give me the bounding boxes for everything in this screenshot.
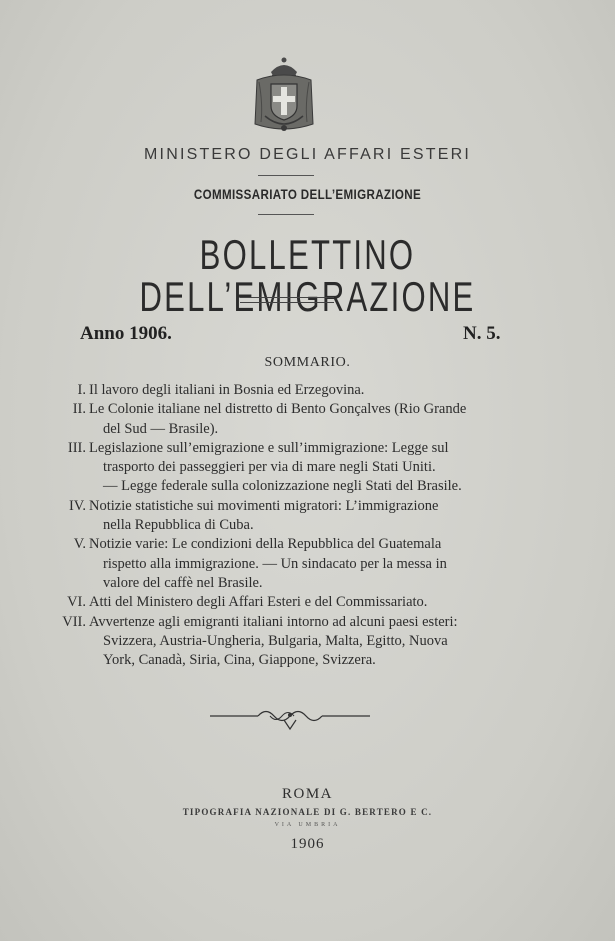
toc-line: Il lavoro degli italiani in Bosnia ed Erzegovina. bbox=[89, 382, 365, 398]
toc-line: trasporto dei passeggieri per via di mare negli Stati Uniti. bbox=[103, 459, 436, 476]
table-of-contents bbox=[56, 381, 526, 670]
toc-item bbox=[56, 439, 526, 497]
divider bbox=[258, 175, 314, 176]
toc-line: rispetto alla immigrazione. — Un sindacato per la messa in bbox=[103, 555, 447, 572]
ornament-divider-icon bbox=[210, 703, 370, 731]
ministry-name: MINISTERO DEGLI AFFARI ESTERI bbox=[144, 146, 471, 163]
toc-item-number: VII. bbox=[62, 613, 86, 630]
imprint-year: 1906 bbox=[290, 836, 325, 852]
coat-of-arms-icon bbox=[251, 54, 317, 136]
toc-item bbox=[56, 613, 526, 671]
toc-item-number: III. bbox=[67, 439, 86, 456]
imprint-city: ROMA bbox=[281, 786, 333, 802]
toc-line: Le Colonie italiane nel distretto di Bento Gonçalves (Rio Grande bbox=[89, 401, 467, 418]
toc-item-number: V. bbox=[73, 536, 86, 553]
toc-item-text bbox=[89, 497, 526, 536]
toc-item-text bbox=[89, 400, 526, 439]
toc-item-number: II. bbox=[72, 401, 86, 418]
toc-item-number: I. bbox=[77, 382, 86, 398]
issue-number: N. 5. bbox=[463, 323, 501, 344]
toc-item-text bbox=[89, 439, 526, 497]
toc-line: Svizzera, Austria-Ungheria, Bulgaria, Malta, Egitto, Nuova bbox=[103, 632, 448, 649]
toc-item bbox=[56, 535, 526, 593]
toc-item-number: IV. bbox=[68, 497, 86, 514]
issue-year: Anno 1906. bbox=[80, 323, 172, 344]
toc-item bbox=[56, 593, 526, 612]
imprint-printer: TIPOGRAFIA NAZIONALE DI G. BERTERO E C. bbox=[182, 807, 433, 817]
toc-line: Notizie statistiche sui movimenti migratori: L’immigrazione bbox=[89, 497, 439, 514]
toc-item bbox=[56, 381, 526, 400]
toc-line: York, Canadà, Siria, Cina, Giappone, Svizzera. bbox=[103, 652, 376, 669]
imprint-street: VIA UMBRIA bbox=[274, 822, 341, 828]
double-divider bbox=[240, 297, 334, 303]
toc-item bbox=[56, 400, 526, 439]
toc-item bbox=[56, 497, 526, 536]
toc-line: — Legge federale sulla colonizzazione negli Stati del Brasile. bbox=[103, 478, 462, 495]
summary-heading: SOMMARIO. bbox=[264, 355, 351, 370]
toc-item-text bbox=[89, 613, 526, 671]
toc-line: nella Repubblica di Cuba. bbox=[103, 517, 254, 534]
divider bbox=[258, 214, 314, 215]
toc-item-text bbox=[89, 593, 526, 612]
commissariato-name: COMMISSARIATO DELL’EMIGRAZIONE bbox=[193, 187, 422, 202]
toc-item-number: VI. bbox=[67, 594, 86, 611]
toc-line: valore del caffè nel Brasile. bbox=[103, 574, 263, 591]
toc-line: Notizie varie: Le condizioni della Repubblica del Guatemala bbox=[89, 536, 442, 553]
toc-line: Atti del Ministero degli Affari Esteri e del Commissariato. bbox=[89, 594, 428, 611]
toc-line: Legislazione sull’emigrazione e sull’immigrazione: Legge sul bbox=[89, 439, 449, 456]
bulletin-title: BOLLETTINO DELL’EMIGRAZIONE bbox=[139, 231, 476, 320]
toc-item-text bbox=[89, 535, 526, 593]
toc-item-text bbox=[89, 381, 526, 400]
toc-line: Avvertenze agli emigranti italiani intorno ad alcuni paesi esteri: bbox=[89, 613, 458, 630]
toc-line: del Sud — Brasile). bbox=[103, 420, 219, 437]
